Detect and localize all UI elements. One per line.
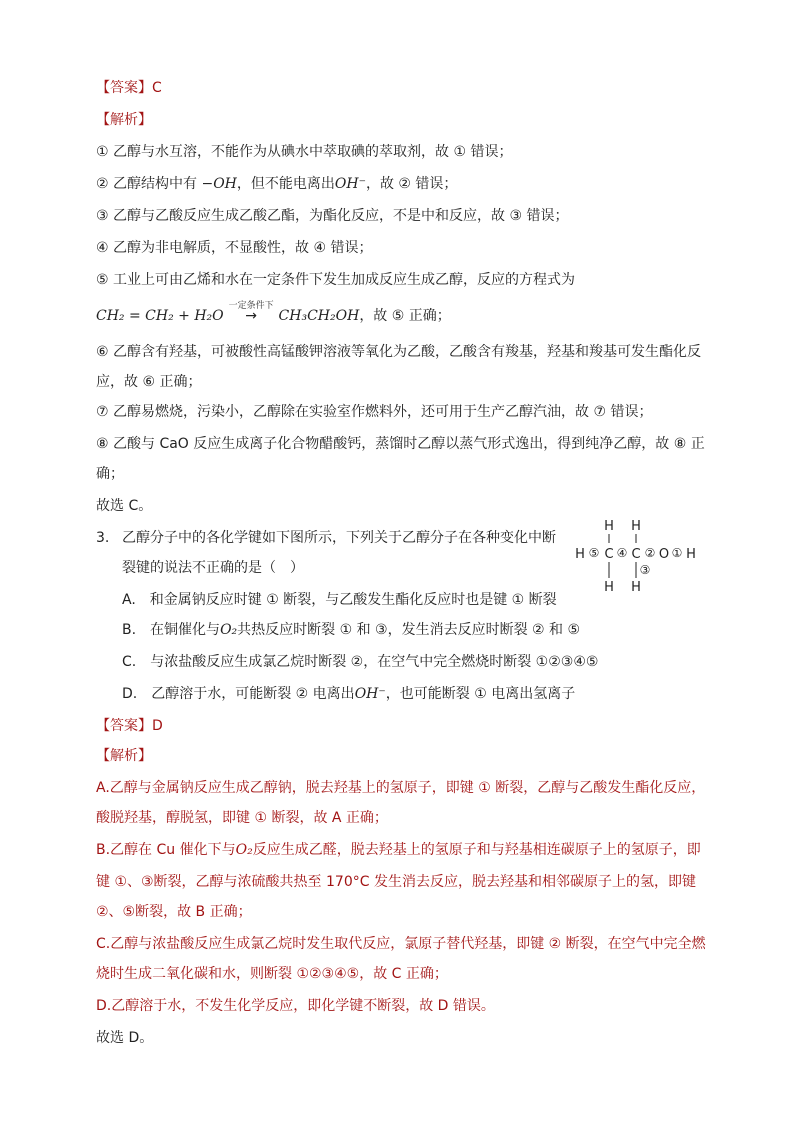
text: ，也可能断裂 ① 电离出氢离子 xyxy=(385,686,576,702)
text: D. 乙醇溶于水，可能断裂 ② 电离出 xyxy=(122,686,355,702)
ethanol-structure-diagram xyxy=(572,516,702,594)
answer-value: D xyxy=(152,718,163,734)
atom-h: H xyxy=(604,580,614,594)
text: ② 乙醇结构中有 xyxy=(96,176,198,192)
reaction-condition: 一定条件下 xyxy=(228,301,274,311)
analysis-line: A.乙醇与金属钠反应生成乙醇钠，脱去羟基上的氢原子，即键 ① 断裂，乙醇与乙酸发生酯化反应， xyxy=(96,780,706,796)
atom-o: O xyxy=(658,547,670,562)
reaction-arrow: 一定条件下 → xyxy=(228,306,274,326)
math-hydroxide: OH⁻ xyxy=(354,686,386,702)
analysis-heading: 【解析】 xyxy=(96,112,152,128)
analysis-line: ⑦ 乙醇易燃烧，污染小，乙醇除在实验室作燃料外，还可用于生产乙醇汽油，故 ⑦ 错误； xyxy=(96,404,653,420)
answer-heading xyxy=(96,78,162,98)
answer-value: C xyxy=(152,80,162,96)
bond-label: ④ xyxy=(616,546,628,560)
equation-rhs: CH₃CH₂OH xyxy=(278,308,360,324)
analysis-line: ②、⑤断裂，故 B 正确； xyxy=(96,904,252,920)
analysis-line: 键 ①、③断裂，乙醇与浓硫酸共热至 170°C 发生消去反应，脱去羟基和相邻碳原子上的氢，即键 xyxy=(96,874,696,890)
math-oxygen: O₂ xyxy=(220,622,238,638)
atom-c: C xyxy=(604,547,614,562)
math-hydroxyl: −OH xyxy=(201,176,237,192)
analysis-line: ① 乙醇与水互溶，不能作为从碘水中萃取碘的萃取剂，故 ① 错误； xyxy=(96,144,513,160)
analysis-line: ⑥ 乙醇含有羟基，可被酸性高锰酸钾溶液等氧化为乙酸，乙酸含有羧基，羟基和羧基可发生酯化反 xyxy=(96,344,701,360)
analysis-line: C.乙醇与浓盐酸反应生成氯乙烷时发生取代反应，氯原子替代羟基，即键 ② 断裂，在空气中完全燃 xyxy=(96,936,706,952)
math-hydroxide: OH⁻ xyxy=(334,176,366,192)
text: 反应生成乙醛，脱去羟基上的氢原子和与羟基相连碳原子上的氢原子，即 xyxy=(252,842,701,858)
atom-h: H xyxy=(686,547,696,562)
question-number: 3. xyxy=(96,530,110,546)
analysis-line: 酸脱羟基，醇脱氢，即键 ① 断裂，故 A 正确； xyxy=(96,810,388,826)
analysis-line: 应，故 ⑥ 正确； xyxy=(96,374,202,390)
bond-label: ③ xyxy=(639,563,651,577)
question-stem: 乙醇分子中的各化学键如下图所示，下列关于乙醇分子在各种变化中断 xyxy=(122,530,556,546)
atom-h: H xyxy=(631,519,641,534)
equation-lhs: CH₂ = CH₂ + H₂O xyxy=(96,308,224,324)
text: B. 在铜催化与 xyxy=(122,622,221,638)
analysis-line: ⑧ 乙酸与 CaO 反应生成离子化合物醋酸钙，蒸馏时乙醇以蒸气形式逸出，得到纯净乙醇，故 ⑧ 正 xyxy=(96,436,705,452)
analysis-line: ③ 乙醇与乙酸反应生成乙酸乙酯，为酯化反应，不是中和反应，故 ③ 错误； xyxy=(96,208,569,224)
bond-label: ② xyxy=(644,546,656,560)
analysis-line: ⑤ 工业上可由乙烯和水在一定条件下发生加成反应生成乙醇，反应的方程式为 xyxy=(96,272,575,288)
reaction-equation xyxy=(96,301,451,326)
analysis-line xyxy=(96,174,457,194)
atom-h: H xyxy=(604,519,614,534)
text: ，故 ⑤ 正确； xyxy=(359,308,451,324)
conclusion: 故选 C。 xyxy=(96,498,153,514)
bond-label: ⑤ xyxy=(588,546,600,560)
option-b xyxy=(122,620,580,640)
option-a: A. 和金属钠反应时键 ① 断裂，与乙酸发生酯化反应时也是键 ① 断裂 xyxy=(122,592,557,608)
analysis-line: 烧时生成二氧化碳和水，则断裂 ①②③④⑤，故 C 正确； xyxy=(96,966,448,982)
analysis-line: ④ 乙醇为非电解质，不显酸性，故 ④ 错误； xyxy=(96,240,373,256)
option-d xyxy=(122,684,575,704)
bond-label: ① xyxy=(671,546,683,560)
answer-label: 【答案】 xyxy=(96,80,152,96)
conclusion: 故选 D。 xyxy=(96,1030,154,1046)
answer-heading xyxy=(96,716,163,736)
answer-label: 【答案】 xyxy=(96,718,152,734)
analysis-heading: 【解析】 xyxy=(96,748,152,764)
question-stem: 裂键的说法不正确的是（ ） xyxy=(122,560,304,576)
text: ，但不能电离出 xyxy=(236,176,335,192)
text: 共热反应时断裂 ① 和 ③，发生消去反应时断裂 ② 和 ⑤ xyxy=(237,622,581,638)
math-oxygen: O₂ xyxy=(235,842,253,858)
analysis-line xyxy=(96,840,701,860)
text: B.乙醇在 Cu 催化下与 xyxy=(96,842,236,858)
text: ，故 ② 错误； xyxy=(365,176,458,192)
analysis-line: D.乙醇溶于水，不发生化学反应，即化学键不断裂，故 D 错误。 xyxy=(96,998,495,1014)
atom-h: H xyxy=(631,580,641,594)
atom-c: C xyxy=(631,547,641,562)
option-c: C. 与浓盐酸反应生成氯乙烷时断裂 ②，在空气中完全燃烧时断裂 ①②③④⑤ xyxy=(122,654,599,670)
atom-h: H xyxy=(575,547,585,562)
analysis-line: 确； xyxy=(96,466,124,482)
